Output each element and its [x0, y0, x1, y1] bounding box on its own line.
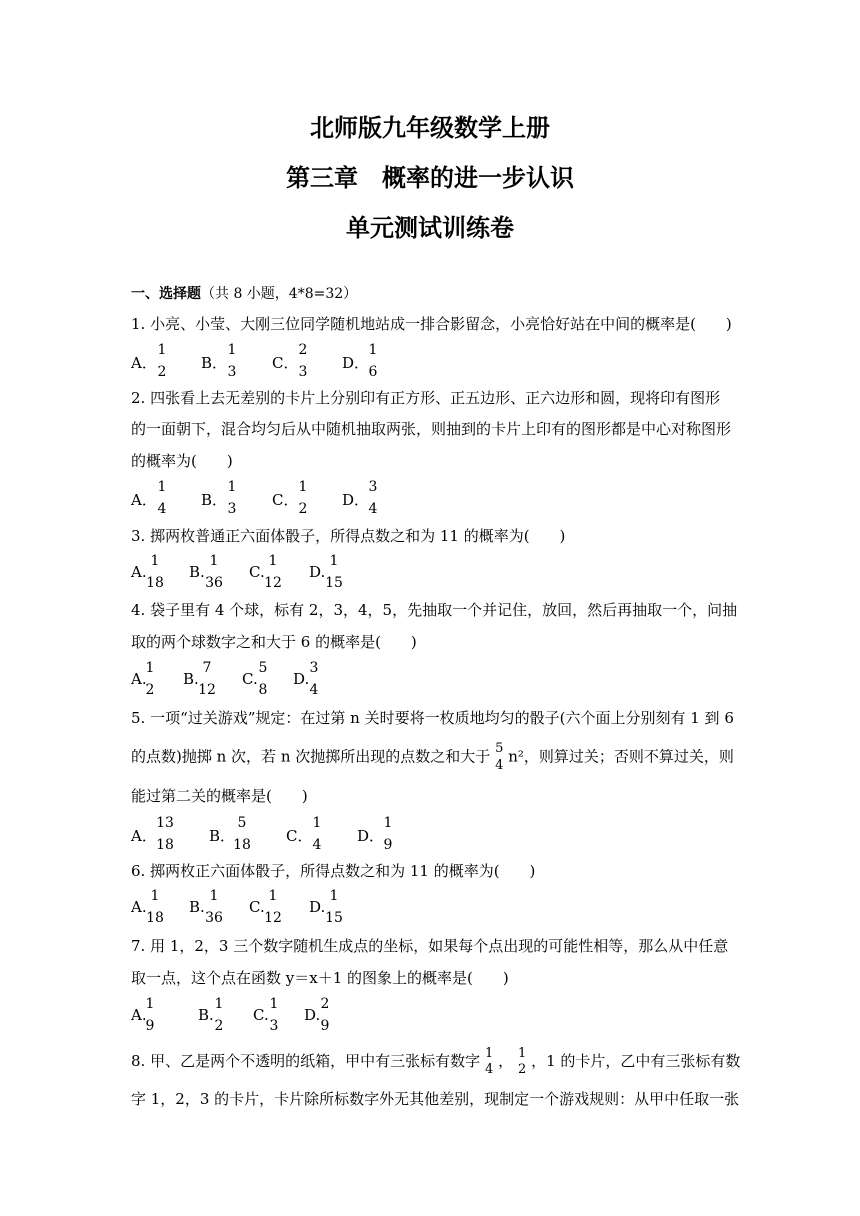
fraction: 1 2 [298, 479, 308, 517]
test-title: 单元测试训练卷 [346, 214, 514, 242]
chapter-title: 第三章 概率的进一步认识 [286, 164, 574, 192]
option-label: D. [304, 1006, 321, 1024]
option-label: B. [198, 1006, 214, 1024]
question-7-line-1: 7. 用 1，2，3 三个数字随机生成点的坐标，如果每个点出现的可能性相等，那么从中任意 [131, 937, 729, 955]
fraction: 1 2 [157, 342, 167, 380]
question-2-line-1: 2. 四张看上去无差别的卡片上分别印有正方形、正五边形、正六边形和圆，现将印有图形 [131, 389, 721, 407]
option-label: B． [201, 354, 228, 372]
fraction: 1 18 [146, 888, 164, 926]
option-label: B. [183, 670, 199, 688]
option-label: B． [201, 491, 228, 509]
question-1-text: 1. 小亮、小莹、大刚三位同学随机地站成一排合影留念，小亮恰好站在中间的概率是( ) [131, 315, 732, 333]
question-4-line-2: 取的两个球数字之和大于 6 的概率是( ) [131, 633, 417, 651]
fraction: 1 15 [325, 888, 343, 926]
question-5-line-2: 的点数)抛掷 n 次，若 n 次抛掷所出现的点数之和大于 5 4 n²，则算过关；否则不算过关，则 [131, 741, 734, 773]
option-label: A． [131, 354, 157, 372]
fraction: 1 4 [157, 479, 167, 517]
option-label: B. [189, 563, 205, 581]
question-2-line-3: 的概率为( ) [131, 452, 233, 470]
doc-title: 北师版九年级数学上册 [310, 114, 550, 142]
fraction: 1 36 [205, 553, 223, 591]
option-label: D. [309, 563, 326, 581]
fraction: 1 3 [269, 996, 279, 1034]
option-label: B. [189, 898, 205, 916]
fraction: 2 9 [320, 996, 330, 1034]
fraction: 1 12 [264, 888, 282, 926]
question-8-line-1: 8. 甲、乙是两个不透明的纸箱，甲中有三张标有数字 1 4 ， 1 2 ，1 的卡片，乙中有三张标有数 [131, 1046, 741, 1077]
fraction: 1 9 [145, 996, 155, 1034]
question-5-line-1: 5. 一项“过关游戏”规定：在过第 n 关时要将一枚质地均匀的骰子(六个面上分别刻有 1 到 6 [131, 709, 734, 727]
fraction: 1 2 [214, 996, 224, 1034]
fraction: 7 12 [198, 660, 216, 698]
fraction: 1 15 [325, 553, 343, 591]
option-label: C. [249, 563, 265, 581]
option-label: A. [131, 1006, 147, 1024]
section-note: （共 8 小题，4*8=32） [201, 286, 358, 302]
option-label: D. [293, 670, 310, 688]
question-7-line-2: 取一点，这个点在函数 y＝x＋1 的图象上的概率是( ) [131, 969, 509, 987]
fraction: 1 3 [227, 479, 237, 517]
question-6-text: 6. 掷两枚正六面体骰子，所得点数之和为 11 的概率为( ) [131, 862, 536, 880]
fraction: 1 4 [312, 815, 322, 853]
option-label: A． [131, 491, 157, 509]
fraction: 1 12 [264, 553, 282, 591]
fraction: 5 18 [233, 815, 251, 853]
option-label: C． [272, 354, 299, 372]
option-label: C. [253, 1006, 269, 1024]
option-label: A. [131, 670, 147, 688]
option-label: A. [131, 898, 147, 916]
fraction: 1 4 [484, 1046, 494, 1077]
fraction: 1 6 [368, 342, 378, 380]
option-label: D. [309, 898, 326, 916]
fraction: 1 18 [146, 553, 164, 591]
question-4-line-1: 4. 袋子里有 4 个球，标有 2，3，4，5，先抽取一个并记住，放回，然后再抽取一个，问抽 [131, 601, 738, 619]
option-label: D． [342, 491, 370, 509]
fraction: 5 8 [258, 660, 268, 698]
option-label: D． [342, 354, 370, 372]
question-8-line-2: 字 1，2，3 的卡片，卡片除所标数字外无其他差别，现制定一个游戏规则：从甲中任取一张 [131, 1090, 740, 1108]
fraction: 2 3 [298, 342, 308, 380]
question-5-line-3: 能过第二关的概率是( ) [131, 787, 308, 805]
fraction: 1 3 [227, 342, 237, 380]
fraction: 5 4 [495, 741, 504, 773]
option-label: C． [286, 827, 313, 845]
question-3-text: 3. 掷两枚普通正六面体骰子，所得点数之和为 11 的概率为( ) [131, 527, 566, 545]
option-label: D． [357, 827, 385, 845]
fraction: 13 18 [156, 815, 174, 853]
option-label: A. [131, 563, 147, 581]
fraction: 3 4 [368, 479, 378, 517]
fraction: 1 2 [517, 1046, 527, 1077]
section-heading [131, 283, 357, 303]
fraction: 1 36 [205, 888, 223, 926]
option-label: C. [249, 898, 265, 916]
option-label: B． [209, 827, 236, 845]
fraction: 1 2 [145, 660, 155, 698]
section-label: 一、选择题 [131, 286, 201, 302]
option-label: A． [131, 827, 157, 845]
option-label: C. [242, 670, 258, 688]
option-label: C． [272, 491, 299, 509]
fraction: 3 4 [309, 660, 319, 698]
question-2-line-2: 的一面朝下，混合均匀后从中随机抽取两张，则抽到的卡片上印有的图形都是中心对称图形 [131, 420, 732, 438]
fraction: 1 9 [383, 815, 393, 853]
